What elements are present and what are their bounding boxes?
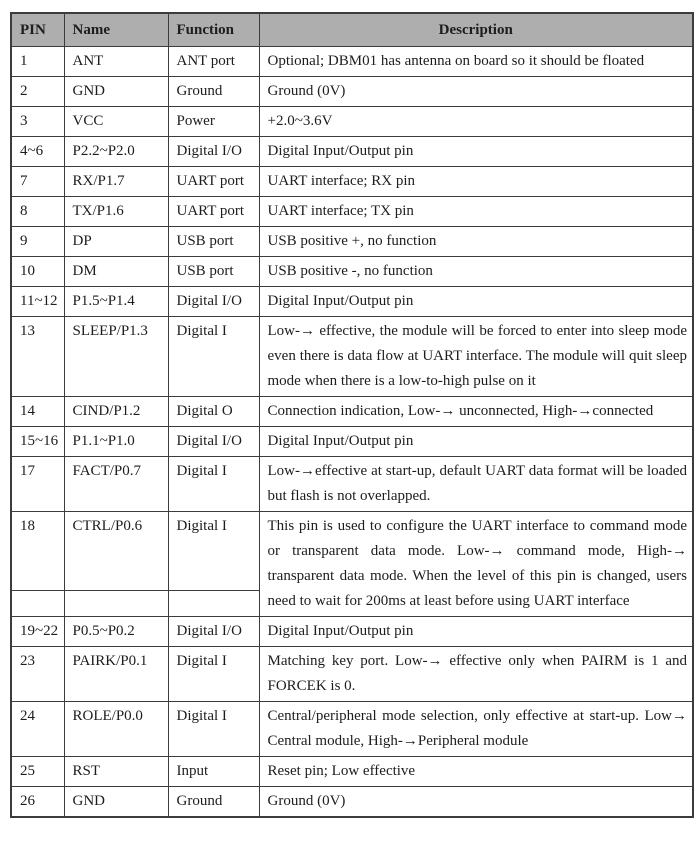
name-cell: RST [64,757,168,787]
table-row [11,167,693,197]
table-row [11,197,693,227]
function-cell: Digital I [168,512,259,591]
pin-cell: 3 [11,107,64,137]
function-cell: Input [168,757,259,787]
pin-cell: 24 [11,702,64,757]
function-cell: Digital I/O [168,137,259,167]
function-cell: Ground [168,787,259,818]
name-cell: GND [64,787,168,818]
description-cell: +2.0~3.6V [259,107,693,137]
function-cell: Power [168,107,259,137]
column-header-description: Description [259,13,693,47]
description-cell: Ground (0V) [259,77,693,107]
pin-table-body [11,47,693,818]
description-cell: USB positive -, no function [259,257,693,287]
pin-cell: 15~16 [11,427,64,457]
pin-cell: 2 [11,77,64,107]
table-row [11,287,693,317]
column-header-function: Function [168,13,259,47]
name-cell: CTRL/P0.6 [64,512,168,591]
description-cell: Low-→ effective, the module will be forced to enter into sleep mode even there is data flow at UART interface. The module will quit sleep mode when there is a low-to-high pulse on it [259,317,693,397]
function-cell: UART port [168,167,259,197]
description-cell: UART interface; RX pin [259,167,693,197]
description-cell: Digital Input/Output pin [259,617,693,647]
table-row [11,397,693,427]
table-row [11,617,693,647]
name-cell: ROLE/P0.0 [64,702,168,757]
pin-cell: 7 [11,167,64,197]
table-row [11,47,693,77]
table-row [11,107,693,137]
pin-cell: 13 [11,317,64,397]
table-row [11,702,693,757]
description-cell: Central/peripheral mode selection, only effective at start-up. Low→ Central module, High-→Peripheral module [259,702,693,757]
pin-cell: 19~22 [11,617,64,647]
description-cell: UART interface; TX pin [259,197,693,227]
table-row [11,227,693,257]
description-cell: Optional; DBM01 has antenna on board so it should be floated [259,47,693,77]
pin-cell: 17 [11,457,64,512]
table-row [11,512,693,591]
name-cell: VCC [64,107,168,137]
pin-cell: 18 [11,512,64,591]
name-cell: TX/P1.6 [64,197,168,227]
function-cell: Digital I [168,317,259,397]
pin-cell: 25 [11,757,64,787]
pin-cell: 26 [11,787,64,818]
name-cell: P0.5~P0.2 [64,617,168,647]
table-row [11,77,693,107]
function-cell: Digital O [168,397,259,427]
name-cell: CIND/P1.2 [64,397,168,427]
table-row [11,787,693,818]
description-cell: Low-→effective at start-up, default UART data format will be loaded but flash is not overlapped. [259,457,693,512]
column-header-pin: PIN [11,13,64,47]
function-cell: Digital I [168,457,259,512]
pin-cell: 1 [11,47,64,77]
header-row [11,13,693,47]
function-cell: UART port [168,197,259,227]
function-cell: Digital I/O [168,427,259,457]
description-cell: Reset pin; Low effective [259,757,693,787]
pin-description-table [10,12,694,818]
description-cell: Ground (0V) [259,787,693,818]
description-cell: USB positive +, no function [259,227,693,257]
description-cell: Digital Input/Output pin [259,137,693,167]
table-row [11,257,693,287]
pin-cell: 11~12 [11,287,64,317]
pin-cell: 10 [11,257,64,287]
description-cell: Connection indication, Low-→ unconnected, High-→connected [259,397,693,427]
empty-cell [64,591,168,617]
column-header-name: Name [64,13,168,47]
empty-cell [168,591,259,617]
table-header [11,13,693,47]
name-cell: GND [64,77,168,107]
function-cell: Digital I/O [168,617,259,647]
name-cell: DP [64,227,168,257]
function-cell: Ground [168,77,259,107]
pin-cell: 4~6 [11,137,64,167]
name-cell: ANT [64,47,168,77]
name-cell: DM [64,257,168,287]
pin-cell: 8 [11,197,64,227]
name-cell: PAIRK/P0.1 [64,647,168,702]
pin-cell: 14 [11,397,64,427]
name-cell: RX/P1.7 [64,167,168,197]
function-cell: Digital I [168,702,259,757]
description-cell: Digital Input/Output pin [259,287,693,317]
table-row [11,757,693,787]
description-cell: Digital Input/Output pin [259,427,693,457]
function-cell: Digital I [168,647,259,702]
table-row [11,647,693,702]
function-cell: ANT port [168,47,259,77]
table-row [11,317,693,397]
table-row [11,427,693,457]
pin-cell: 23 [11,647,64,702]
name-cell: SLEEP/P1.3 [64,317,168,397]
name-cell: P1.5~P1.4 [64,287,168,317]
description-cell: Matching key port. Low-→ effective only when PAIRM is 1 and FORCEK is 0. [259,647,693,702]
name-cell: P2.2~P2.0 [64,137,168,167]
function-cell: USB port [168,257,259,287]
table-row [11,137,693,167]
name-cell: FACT/P0.7 [64,457,168,512]
table-row [11,457,693,512]
description-cell: This pin is used to configure the UART interface to command mode or transparent data mode. Low-→ command mode, High-→ transparent data mode. When the level of this pin is changed, users need to wait for 200ms at least before using UART interface [259,512,693,617]
empty-cell [11,591,64,617]
function-cell: Digital I/O [168,287,259,317]
pin-cell: 9 [11,227,64,257]
function-cell: USB port [168,227,259,257]
name-cell: P1.1~P1.0 [64,427,168,457]
